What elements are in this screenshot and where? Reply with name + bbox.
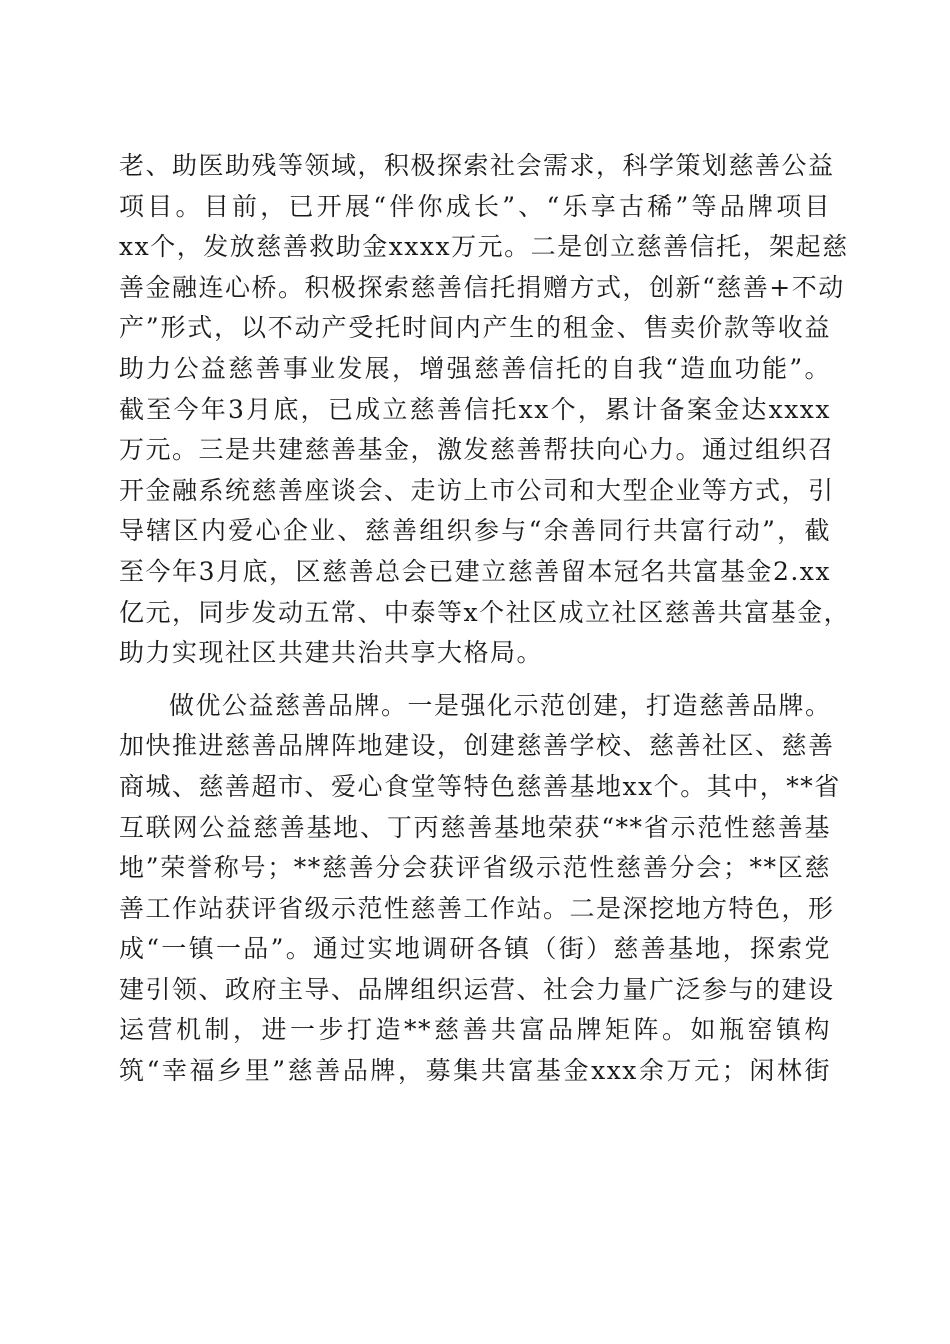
text-line: 建引领、政府主导、品牌组织运营、社会力量广泛参与的建设 bbox=[119, 974, 835, 1004]
text-line: 万元。三是共建慈善基金，激发慈善帮扶向心力。通过组织召 bbox=[119, 435, 835, 465]
text-line: 截至今年3月底，已成立慈善信托xx个，累计备案金达xxxx bbox=[119, 394, 831, 424]
text-line: 互联网公益慈善基地、丁丙慈善基地荣获“**省示范性慈善基 bbox=[119, 812, 831, 842]
text-line: 善工作站获评省级示范性慈善工作站。二是深挖地方特色，形 bbox=[119, 893, 835, 923]
paragraph-charity-projects bbox=[119, 146, 851, 674]
text-line: 商城、慈善超市、爱心食堂等特色慈善基地xx个。其中，**省 bbox=[119, 771, 841, 801]
paragraph-charity-brand bbox=[119, 686, 841, 1092]
text-line: 项目。目前，已开展“伴你成长”、“乐享古稀”等品牌项目 bbox=[119, 191, 831, 221]
text-line: 成“一镇一品”。通过实地调研各镇（街）慈善基地，探索党 bbox=[119, 934, 831, 964]
paragraph-spacer bbox=[119, 674, 831, 686]
text-line: 加快推进慈善品牌阵地建设，创建慈善学校、慈善社区、慈善 bbox=[119, 731, 835, 761]
text-line: 做优公益慈善品牌。一是强化示范创建，打造慈善品牌。 bbox=[169, 690, 832, 720]
text-line: 开金融系统慈善座谈会、走访上市公司和大型企业等方式，引 bbox=[119, 475, 835, 505]
text-line: 地”荣誉称号；**慈善分会获评省级示范性慈善分会；**区慈 bbox=[119, 853, 831, 883]
text-line: xx个，发放慈善救助金xxxx万元。二是创立慈善信托，架起慈 bbox=[119, 232, 849, 262]
text-line: 至今年3月底，区慈善总会已建立慈善留本冠名共富基金2.xx bbox=[119, 556, 831, 586]
text-line: 筑“幸福乡里”慈善品牌，募集共富基金xxx余万元；闲林街 bbox=[119, 1056, 831, 1086]
text-line: 亿元，同步发动五常、中泰等x个社区成立社区慈善共富基金， bbox=[119, 597, 851, 627]
text-line: 产”形式，以不动产受托时间内产生的租金、售卖价款等收益 bbox=[119, 313, 831, 343]
body-text bbox=[119, 146, 851, 1092]
text-line: 助力公益慈善事业发展，增强慈善信托的自我“造血功能”。 bbox=[119, 353, 831, 383]
text-line: 运营机制，进一步打造**慈善共富品牌矩阵。如瓶窑镇构 bbox=[119, 1015, 831, 1045]
text-line: 善金融连心桥。积极探索慈善信托捐赠方式，创新“慈善+不动 bbox=[119, 272, 845, 302]
text-line: 老、助医助残等领域，积极探索社会需求，科学策划慈善公益 bbox=[119, 151, 835, 180]
text-line: 助力实现社区共建共治共享大格局。 bbox=[119, 638, 544, 668]
text-line: 导辖区内爱心企业、慈善组织参与“余善同行共富行动”，截 bbox=[119, 516, 831, 546]
